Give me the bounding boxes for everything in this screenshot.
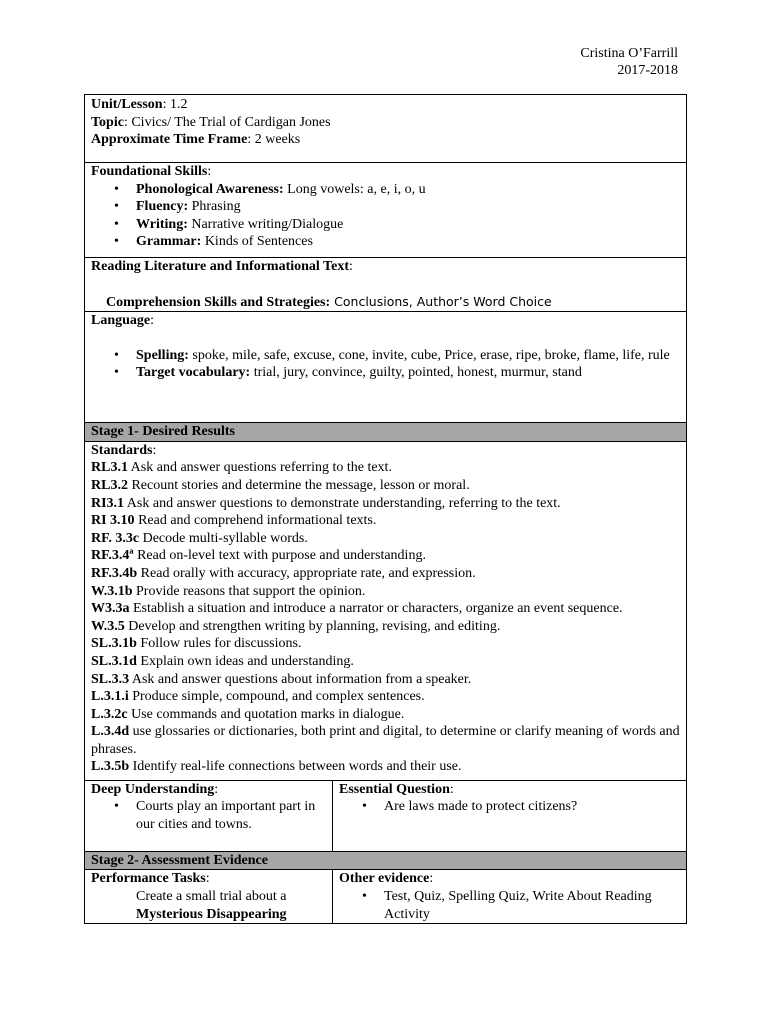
other-evidence-list xyxy=(339,888,681,923)
understanding-row xyxy=(85,780,687,851)
list-item: • Spelling: spoke, mile, safe, excuse, cone, invite, cube, Price, erase, ripe, broke, flame, life, rule xyxy=(136,347,681,365)
essential-question-list xyxy=(339,798,681,816)
deep-understanding-list xyxy=(91,798,327,833)
standard-item: RF. 3.3c Decode multi-syllable words. xyxy=(91,530,308,546)
foundational-title: Foundational Skills: xyxy=(91,164,212,179)
list-item: • Fluency: Phrasing xyxy=(136,198,681,216)
stage2-title: Stage 2- Assessment Evidence xyxy=(91,852,268,868)
standards-row xyxy=(85,441,687,780)
other-evidence-cell xyxy=(333,870,687,924)
list-item: • Grammar: Kinds of Sentences xyxy=(136,233,681,251)
standard-item: L.3.5b Identify real-life connections between words and their use. xyxy=(91,759,462,775)
document-header xyxy=(580,45,678,79)
standard-item: RI3.1 Ask and answer questions to demonstrate understanding, referring to the text. xyxy=(91,495,561,511)
list-item: • Test, Quiz, Spelling Quiz, Write About Reading Activity xyxy=(384,888,681,923)
language-row xyxy=(85,312,687,423)
standard-item: W.3.5 Develop and strengthen writing by planning, revising, and editing. xyxy=(91,618,501,634)
standard-item: RF.3.4ª Read on-level text with purpose and understanding. xyxy=(91,548,426,564)
school-year: 2017-2018 xyxy=(617,63,678,78)
performance-task-line: Create a small trial about a xyxy=(136,888,287,904)
stage1-header-row xyxy=(85,423,687,442)
lesson-plan-table xyxy=(84,94,687,924)
essential-question-title: Essential Question: xyxy=(339,781,454,797)
standard-item: L.3.4d use glossaries or dictionaries, both print and digital, to determine or clarify meaning of words and phrases. xyxy=(91,724,680,757)
standard-item: W.3.1b Provide reasons that support the opinion. xyxy=(91,583,366,599)
standard-item: RL3.1 Ask and answer questions referring to the text. xyxy=(91,460,392,476)
topic: Topic: Civics/ The Trial of Cardigan Jones xyxy=(91,114,331,130)
essential-question-cell xyxy=(333,780,687,851)
foundational-row xyxy=(85,163,687,258)
other-evidence-title: Other evidence: xyxy=(339,871,434,887)
performance-tasks-title: Performance Tasks: xyxy=(91,871,210,887)
standard-item: L.3.2c Use commands and quotation marks in dialogue. xyxy=(91,706,405,722)
language-list xyxy=(91,347,681,382)
standard-item: L.3.1.i Produce simple, compound, and complex sentences. xyxy=(91,689,425,705)
standard-item: SL.3.3 Ask and answer questions about information from a speaker. xyxy=(91,671,472,687)
assessment-row xyxy=(85,870,687,924)
stage2-header-row xyxy=(85,851,687,870)
author-name: Cristina O’Farrill xyxy=(580,46,678,61)
standard-item: SL.3.1d Explain own ideas and understanding. xyxy=(91,653,354,669)
reading-title: Reading Literature and Informational Text: xyxy=(91,259,353,274)
list-item: • Target vocabulary: trial, jury, convince, guilty, pointed, honest, murmur, stand xyxy=(136,364,681,382)
list-item: • Phonological Awareness: Long vowels: a, e, i, o, u xyxy=(136,181,681,199)
reading-row xyxy=(85,258,687,312)
list-item: • Courts play an important part in our cities and towns. xyxy=(136,798,327,833)
stage1-title: Stage 1- Desired Results xyxy=(91,424,236,440)
performance-tasks-cell xyxy=(85,870,333,924)
list-item: • Are laws made to protect citizens? xyxy=(384,798,681,816)
list-item: • Writing: Narrative writing/Dialogue xyxy=(136,216,681,234)
performance-task-name: Mysterious Disappearing xyxy=(136,906,287,922)
unit-row xyxy=(85,95,687,163)
time-frame: Approximate Time Frame: 2 weeks xyxy=(91,132,301,148)
standards-title: Standards: xyxy=(91,442,157,458)
standard-item: RF.3.4b Read orally with accuracy, appropriate rate, and expression. xyxy=(91,565,476,581)
standard-item: SL.3.1b Follow rules for discussions. xyxy=(91,636,302,652)
standard-item: RI 3.10 Read and comprehend informational texts. xyxy=(91,513,377,529)
deep-understanding-title: Deep Understanding: xyxy=(91,781,219,797)
unit-lesson: Unit/Lesson: 1.2 xyxy=(91,97,188,112)
deep-understanding-cell xyxy=(85,780,333,851)
standard-item: W3.3a Establish a situation and introduce a narrator or characters, organize an event sequence. xyxy=(91,601,623,617)
standard-item: RL3.2 Recount stories and determine the message, lesson or moral. xyxy=(91,477,470,493)
foundational-list xyxy=(91,181,681,251)
language-title: Language: xyxy=(91,313,155,329)
comprehension-skills: Comprehension Skills and Strategies: Conclusions, Author’s Word Choice xyxy=(106,293,552,310)
